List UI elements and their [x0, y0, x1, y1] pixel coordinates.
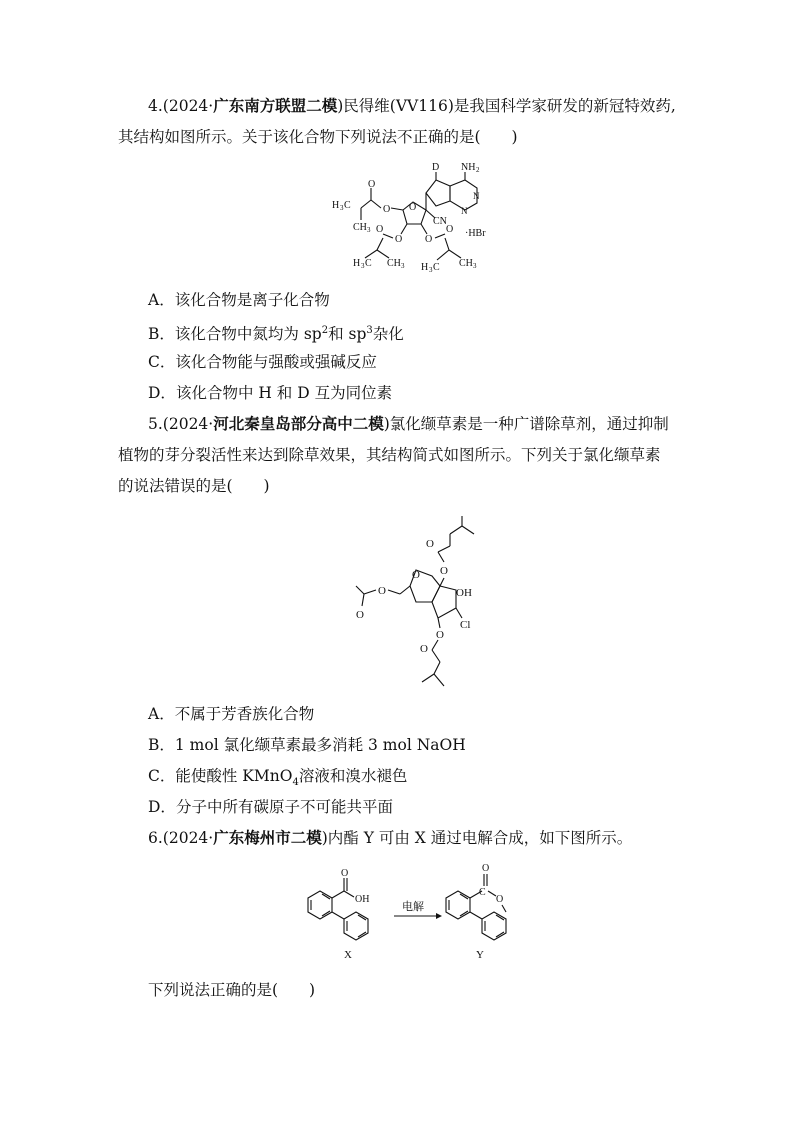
q6-label-y: Y — [476, 949, 484, 961]
q5-stem-line2: 植物的芽分裂活性来达到除草效果，其结构简式如图所示。下列关于氯化缬草素 — [118, 446, 661, 464]
q6-label-y-o-co: O — [482, 863, 490, 874]
q4-source-close: ) — [337, 97, 344, 115]
q4-stem-text1: 民得维(VV116)是我国科学家研发的新冠特效药, — [343, 97, 676, 115]
q4-label-o-ll-co: O — [376, 224, 384, 235]
q4-option-c-label: C． — [148, 353, 176, 371]
q4-option-c-text: 该化合物能与强酸或强碱反应 — [175, 353, 377, 371]
q4-option-b-text2: 杂化 — [372, 325, 404, 344]
q5-source-close: ) — [383, 415, 390, 433]
q4-label-nh: NH — [461, 162, 476, 173]
q4-label-ch3-left: CH — [353, 222, 367, 233]
q5-stem-line1 — [148, 414, 669, 434]
q6-stem-text1: 内酯 Y 可由 X 通过电解合成，如下图所示。 — [327, 829, 633, 847]
q4-label-n2: N — [461, 206, 468, 216]
q4-label-o-lr-co: O — [446, 224, 454, 235]
q4-label-n1: N — [473, 191, 480, 201]
q5-label-o-bottom-co: O — [420, 643, 428, 655]
q5-structure — [340, 510, 490, 690]
q5-label-o-left-co: O — [356, 609, 364, 621]
q6-source: 广东梅州市二模 — [213, 828, 322, 847]
q5-option-a-label: A． — [148, 705, 175, 723]
q4-label-o-ll: O — [395, 234, 403, 245]
q5-stem-line3: 的说法错误的是( ) — [118, 477, 270, 495]
q4-option-b-sup2: 3 — [366, 325, 373, 336]
q4-stem-line1 — [148, 96, 676, 116]
q5-option-d — [148, 797, 393, 817]
q5-number: 5. — [148, 415, 163, 433]
q5-option-b-text: 1 mol 氯化缬草素最多消耗 3 mol NaOH — [174, 736, 466, 754]
q4-label-cn: CN — [433, 216, 447, 227]
q5-option-b-label: B． — [148, 736, 175, 754]
q5-source: 河北秦皇岛部分高中二模 — [213, 414, 384, 433]
q4-option-a-label: A． — [148, 291, 175, 309]
q4-source: 广东南方联盟二模 — [213, 96, 338, 115]
q6-source-open: (2024· — [162, 829, 214, 847]
q6-label-arrow: 电解 — [402, 901, 424, 913]
q4-label-h3c-lr-sub: 3 — [429, 266, 433, 274]
q4-label-ch3-left-sub: 3 — [367, 226, 371, 234]
q4-label-o-left-co: O — [368, 179, 376, 190]
q5-option-b — [148, 735, 466, 755]
q5-option-c-sub: 4 — [292, 777, 299, 789]
q5-label-o-bottom: O — [436, 629, 444, 641]
q4-option-b-sup1: 2 — [321, 325, 329, 336]
q4-label-ch3-ll: CH — [387, 258, 401, 269]
q4-label-ch3-lr: CH — [459, 258, 473, 269]
q6-question: 下列说法正确的是( ) — [148, 981, 316, 999]
q4-stem-line2: 其结构如图所示。关于该化合物下列说法不正确的是( ) — [118, 128, 518, 146]
q4-label-nh-sub: 2 — [476, 166, 480, 174]
q6-label-y-c: C — [479, 887, 486, 898]
q5-label-o-top: O — [440, 565, 448, 577]
q5-label-o-top-co: O — [426, 538, 434, 550]
q4-label-o-ring: O — [409, 202, 417, 213]
q5-label-o-left: O — [378, 585, 386, 597]
q4-option-a — [148, 290, 330, 310]
q4-label-c-lr: C — [433, 262, 440, 273]
q4-label-c-left: C — [344, 200, 351, 211]
q6-label-x: X — [344, 949, 352, 961]
q5-stem-text1: 氯化缬草素是一种广谱除草剂，通过抑制 — [389, 415, 669, 433]
q4-label-h3c-ll: H — [353, 258, 361, 269]
q4-option-b-text1: 该化合物中氮均为 sp — [174, 325, 322, 344]
q4-option-d-label: D． — [148, 384, 176, 402]
q5-option-c-text1: 能使酸性 KMnO — [175, 767, 293, 785]
q6-reaction-scheme — [296, 858, 536, 968]
q5-option-d-label: D． — [148, 798, 176, 816]
q4-label-ch3-ll-sub: 3 — [401, 262, 405, 270]
q4-option-a-text: 该化合物是离子化合物 — [174, 291, 330, 309]
q4-option-c — [148, 352, 377, 372]
q5-label-o-ring: O — [412, 569, 420, 581]
q6-label-y-o: O — [496, 894, 504, 905]
q4-label-h3c-ll-sub: 3 — [361, 262, 365, 270]
q4-option-d — [148, 383, 392, 403]
q4-label-o-left: O — [383, 204, 391, 215]
q4-option-b-label: B． — [148, 325, 175, 344]
q5-option-d-text: 分子中所有碳原子不可能共平面 — [175, 798, 393, 816]
q4-number: 4. — [148, 97, 163, 115]
q6-number: 6. — [148, 829, 163, 847]
q6-label-x-oh: OH — [355, 894, 370, 905]
q5-option-c-text2: 溶液和溴水褪色 — [298, 767, 408, 785]
q4-label-c-ll: C — [365, 258, 372, 269]
q6-stem-line1 — [148, 828, 632, 848]
q4-label-hbr: ·HBr — [465, 228, 486, 239]
q6-source-close: ) — [321, 829, 328, 847]
q4-label-d: D — [432, 162, 440, 173]
q4-label-h3c-lr: H — [421, 262, 429, 273]
q4-label-h3c-left-sub: 3 — [340, 204, 344, 212]
q5-option-c-label: C． — [148, 767, 176, 785]
q4-structure — [325, 158, 495, 278]
q4-label-h3c-left: H — [332, 200, 340, 211]
q5-source-open: (2024· — [162, 415, 214, 433]
q5-option-a-text: 不属于芳香族化合物 — [174, 705, 315, 723]
q5-label-cl: Cl — [460, 619, 471, 631]
q4-label-o-lr: O — [425, 234, 433, 245]
q5-option-c — [148, 766, 407, 793]
q4-option-b-mid: 和 sp — [328, 325, 367, 344]
q4-option-d-text: 该化合物中 H 和 D 互为同位素 — [175, 384, 393, 402]
q4-label-ch3-lr-sub: 3 — [473, 262, 477, 270]
q4-source-open: (2024· — [162, 97, 214, 115]
q4-option-b — [148, 321, 404, 344]
q5-label-oh: OH — [456, 587, 472, 599]
q5-option-a — [148, 704, 314, 724]
q6-label-x-o: O — [341, 868, 349, 879]
